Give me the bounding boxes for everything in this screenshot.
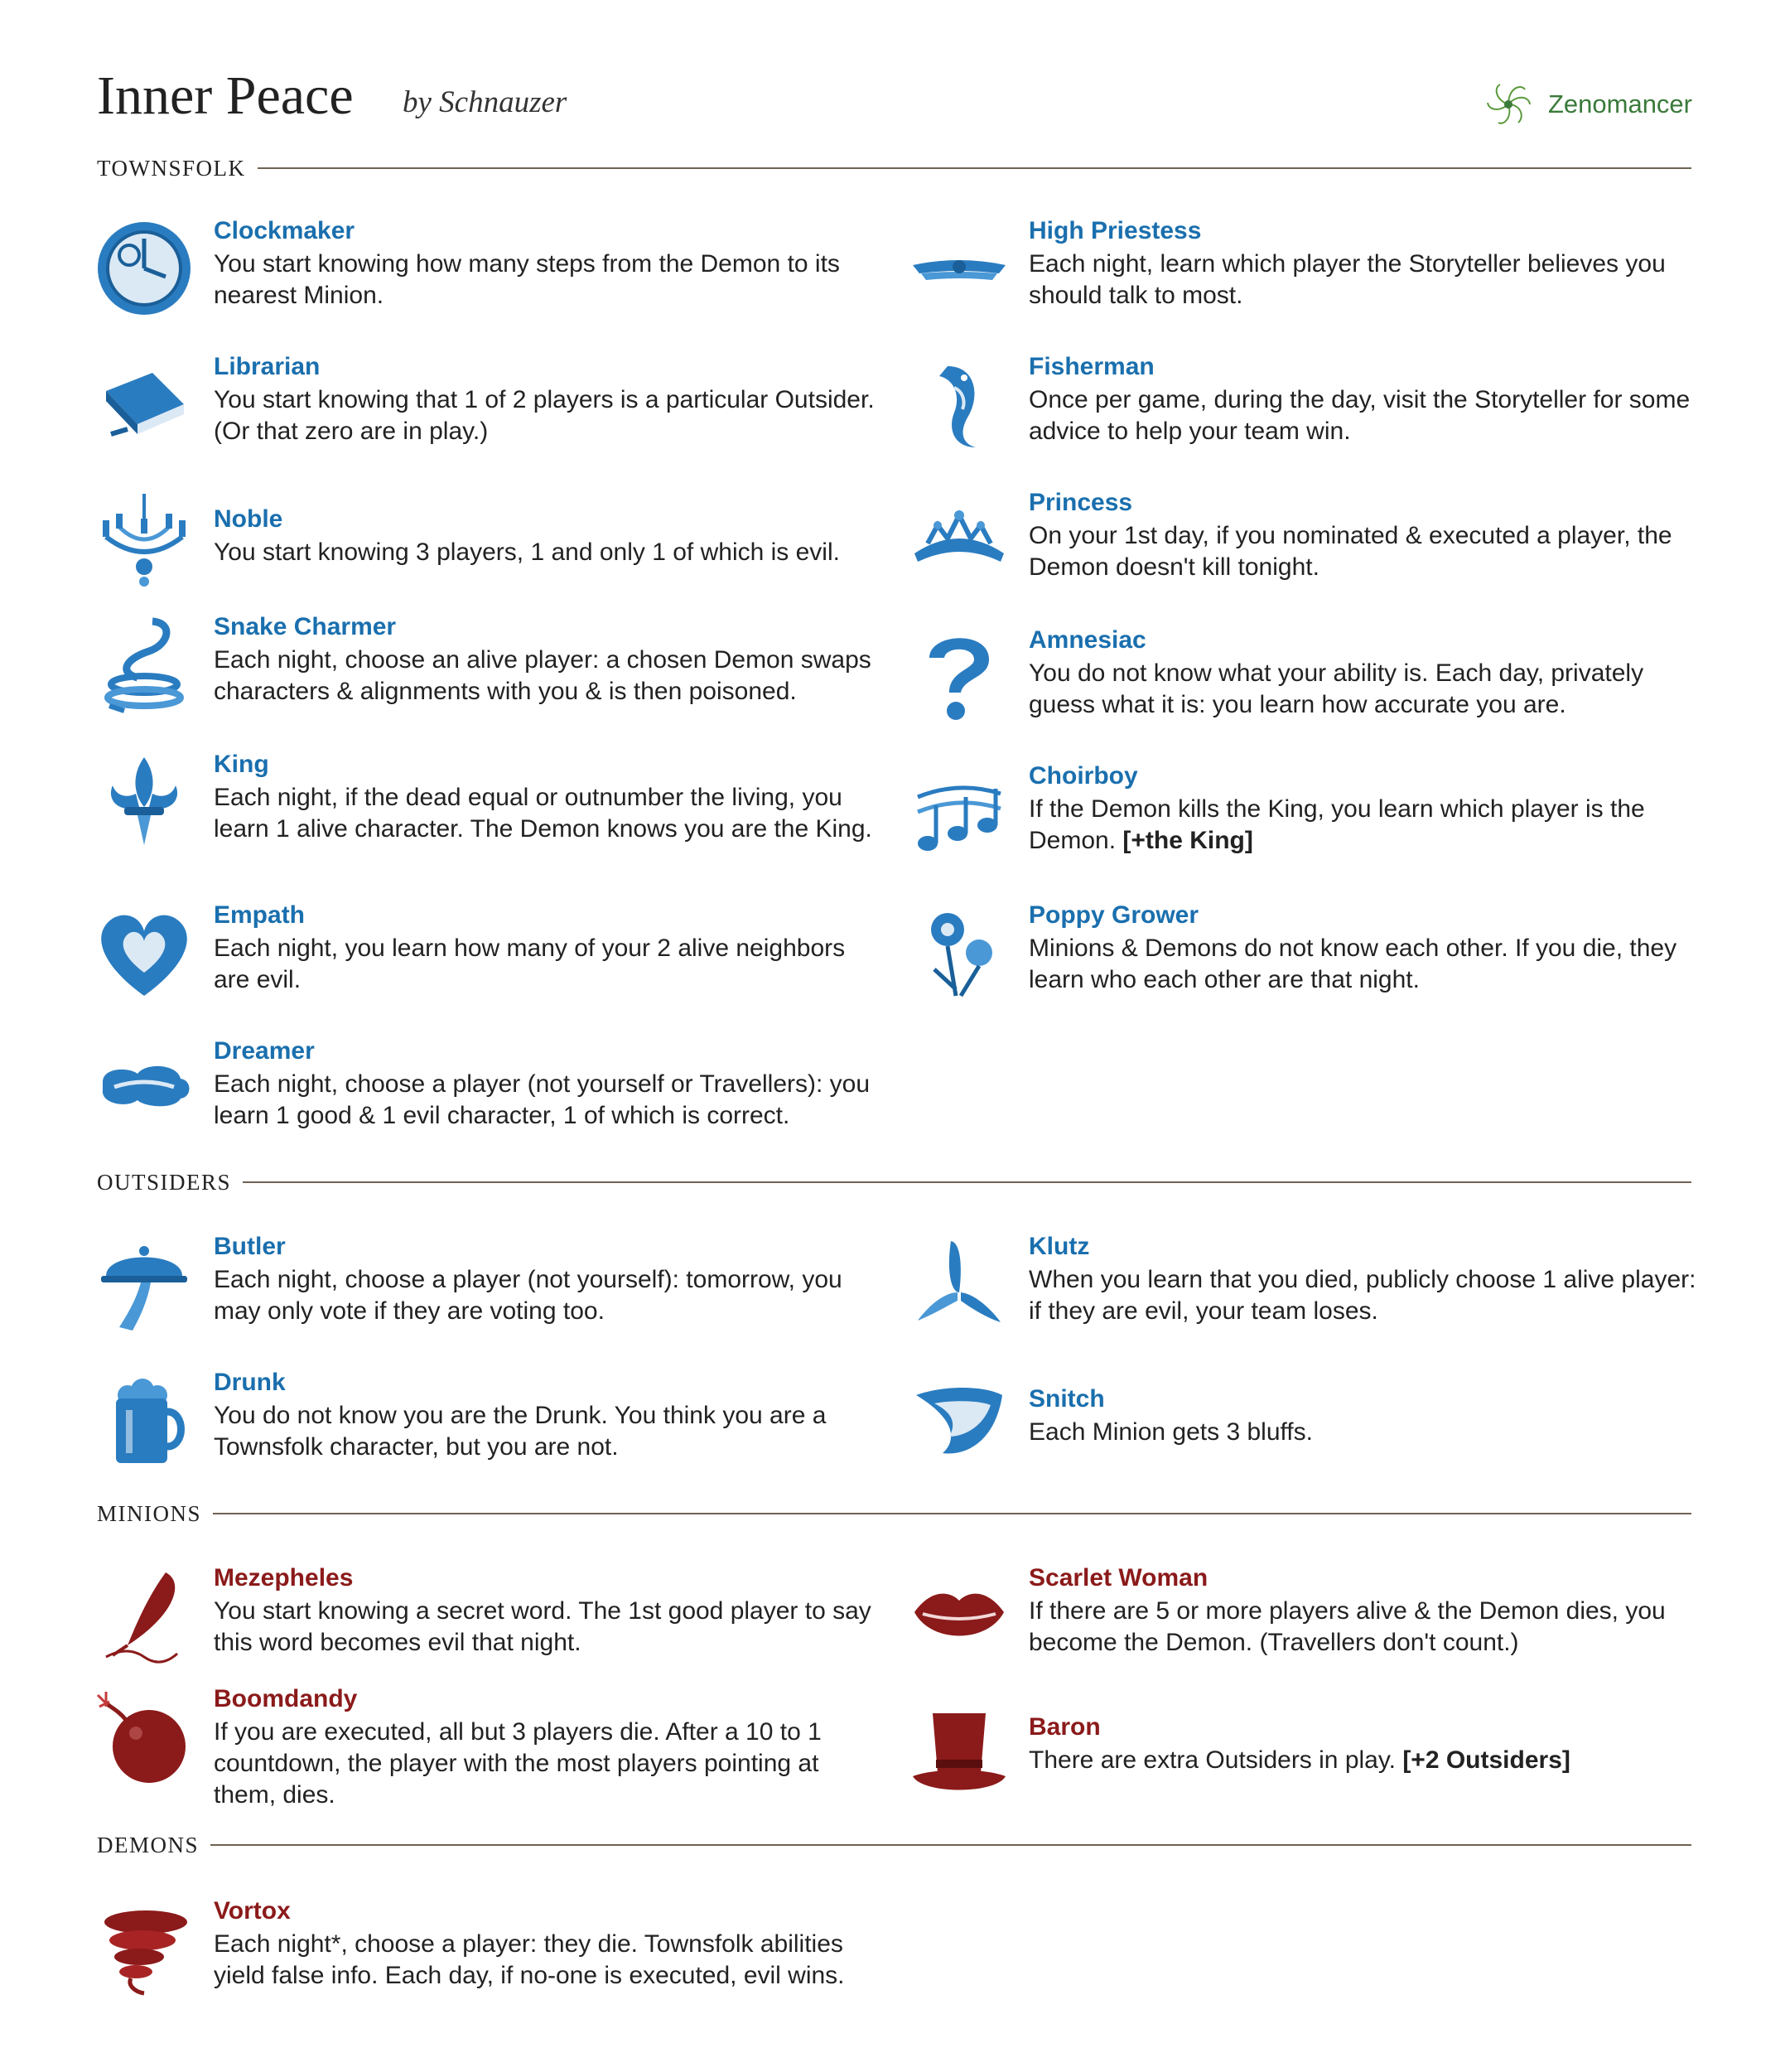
character-ability: On your 1st day, if you nominated & executed a player, the Demon doesn't kill tonight. xyxy=(1029,522,1672,581)
character-ability: Each night, learn which player the Storyteller believes you should talk to most. xyxy=(1029,250,1666,309)
section-divider xyxy=(258,167,1691,169)
character-ability: Once per game, during the day, visit the Storyteller for some advice to help your team win. xyxy=(1029,386,1691,445)
character-name: High Priestess xyxy=(1029,217,1202,244)
fish-icon xyxy=(908,353,1011,456)
quill-icon xyxy=(93,1564,195,1667)
character-name: Klutz xyxy=(1029,1233,1090,1260)
fleur-de-lis-icon xyxy=(93,751,195,853)
character-name: Librarian xyxy=(214,353,321,380)
script-author: by Schnauzer xyxy=(403,85,567,119)
character-ability: You start knowing a secret word. The 1st good player to say this word becomes evil that night. xyxy=(214,1597,871,1656)
zenomancer-logo-icon xyxy=(1483,80,1533,129)
section-header xyxy=(97,1168,1691,1196)
winged-sun-icon xyxy=(908,217,1011,320)
script-title: Inner Peace xyxy=(97,65,354,126)
banana-peel-icon xyxy=(908,1233,1011,1335)
character-ability: You start knowing how many steps from the Demon to its nearest Minion. xyxy=(214,250,840,309)
character-name: Snake Charmer xyxy=(214,613,397,640)
section-label: TOWNSFOLK xyxy=(97,155,246,181)
cloud-icon xyxy=(93,1037,195,1140)
character-name: Amnesiac xyxy=(1029,626,1146,654)
heart-icon xyxy=(93,901,195,1004)
character-ability: Each night, choose an alive player: a chosen Demon swaps characters & alignments with you & is then poisoned. xyxy=(214,646,871,705)
character-name: Poppy Grower xyxy=(1029,901,1199,929)
brand-name: Zenomancer xyxy=(1547,89,1692,118)
bomb-icon xyxy=(93,1685,195,1788)
serving-tray-icon xyxy=(93,1233,195,1335)
lips-icon xyxy=(908,1564,1011,1667)
character-name: Scarlet Woman xyxy=(1029,1564,1208,1591)
character-name: Drunk xyxy=(214,1369,286,1396)
music-notes-icon xyxy=(908,762,1011,865)
character-ability: Each night, if the dead equal or outnumber the living, you learn 1 alive character. The Demon knows you are the King. xyxy=(214,784,872,843)
book-icon xyxy=(93,353,195,456)
jinx-note: [+the King] xyxy=(1122,827,1253,854)
character-name: King xyxy=(214,751,269,778)
character-name: Dreamer xyxy=(214,1037,315,1065)
character-name: Snitch xyxy=(1029,1385,1105,1413)
character-ability: You start knowing that 1 of 2 players is a particular Outsider. (Or that zero are in play.) xyxy=(214,386,875,445)
character-name: Mezepheles xyxy=(214,1564,354,1591)
beer-mug-icon xyxy=(93,1369,195,1471)
chandelier-icon xyxy=(93,489,195,592)
section-header xyxy=(97,1831,1691,1859)
character-name: Noble xyxy=(214,505,283,533)
top-hat-icon xyxy=(908,1700,1011,1803)
character-ability: Each night, you learn how many of your 2 alive neighbors are evil. xyxy=(214,935,846,993)
character-name: Baron xyxy=(1029,1713,1101,1741)
character-ability: You do not know you are the Drunk. You think you are a Townsfolk character, but you are not. xyxy=(214,1402,827,1461)
section-label: MINIONS xyxy=(97,1500,202,1526)
character-ability: You do not know what your ability is. Each day, privately guess what it is: you learn how accurate you are. xyxy=(1029,659,1644,718)
character-ability xyxy=(1029,794,1700,857)
character-ability: Each night, choose a player (not yourself): tomorrow, you may only vote if they are voting too. xyxy=(214,1266,842,1325)
section-label: DEMONS xyxy=(97,1832,200,1857)
tornado-icon xyxy=(93,1897,195,2000)
character-ability: If you are executed, all but 3 players die. After a 10 to 1 countdown, the player with the most players pointing at them, dies. xyxy=(214,1718,822,1809)
section-label: OUTSIDERS xyxy=(97,1169,232,1195)
tiara-icon xyxy=(908,489,1011,592)
mouth-icon xyxy=(908,1369,1011,1471)
section-divider xyxy=(213,1513,1691,1514)
character-name: Empath xyxy=(214,901,306,929)
character-ability: If there are 5 or more players alive & the Demon dies, you become the Demon. (Travellers don't count.) xyxy=(1029,1597,1666,1656)
ability-text: There are extra Outsiders in play. xyxy=(1029,1746,1396,1774)
character-ability xyxy=(1029,1745,1700,1776)
section-header xyxy=(97,154,1691,182)
character-ability: Each Minion gets 3 bluffs. xyxy=(1029,1418,1313,1446)
character-ability: You start knowing 3 players, 1 and only 1 of which is evil. xyxy=(214,539,840,566)
clock-icon xyxy=(93,217,195,320)
brand xyxy=(1483,80,1692,129)
snake-icon xyxy=(93,613,195,716)
character-name: Butler xyxy=(214,1233,286,1260)
character-ability: Each night*, choose a player: they die. Townsfolk abilities yield false info. Each day, if no-one is executed, evil wins. xyxy=(214,1930,845,1989)
section-divider xyxy=(210,1844,1691,1846)
character-name: Fisherman xyxy=(1029,353,1155,380)
character-name: Princess xyxy=(1029,489,1133,516)
question-mark-icon xyxy=(908,626,1011,729)
character-ability: Each night, choose a player (not yourself or Travellers): you learn 1 good & 1 evil character, 1 of which is correct. xyxy=(214,1070,871,1129)
flower-icon xyxy=(908,901,1011,1004)
character-name: Choirboy xyxy=(1029,762,1138,790)
character-ability: When you learn that you died, publicly choose 1 alive player: if they are evil, your team loses. xyxy=(1029,1266,1696,1325)
section-divider xyxy=(243,1181,1691,1183)
ability-text: If the Demon kills the King, you learn which player is the Demon. xyxy=(1029,795,1645,854)
section-header xyxy=(97,1500,1691,1528)
character-name: Clockmaker xyxy=(214,217,355,244)
character-ability: Minions & Demons do not know each other. If you die, they learn who each other are that night. xyxy=(1029,935,1677,993)
character-name: Vortox xyxy=(214,1897,291,1925)
jinx-note: [+2 Outsiders] xyxy=(1402,1746,1570,1774)
character-name: Boomdandy xyxy=(214,1685,358,1712)
